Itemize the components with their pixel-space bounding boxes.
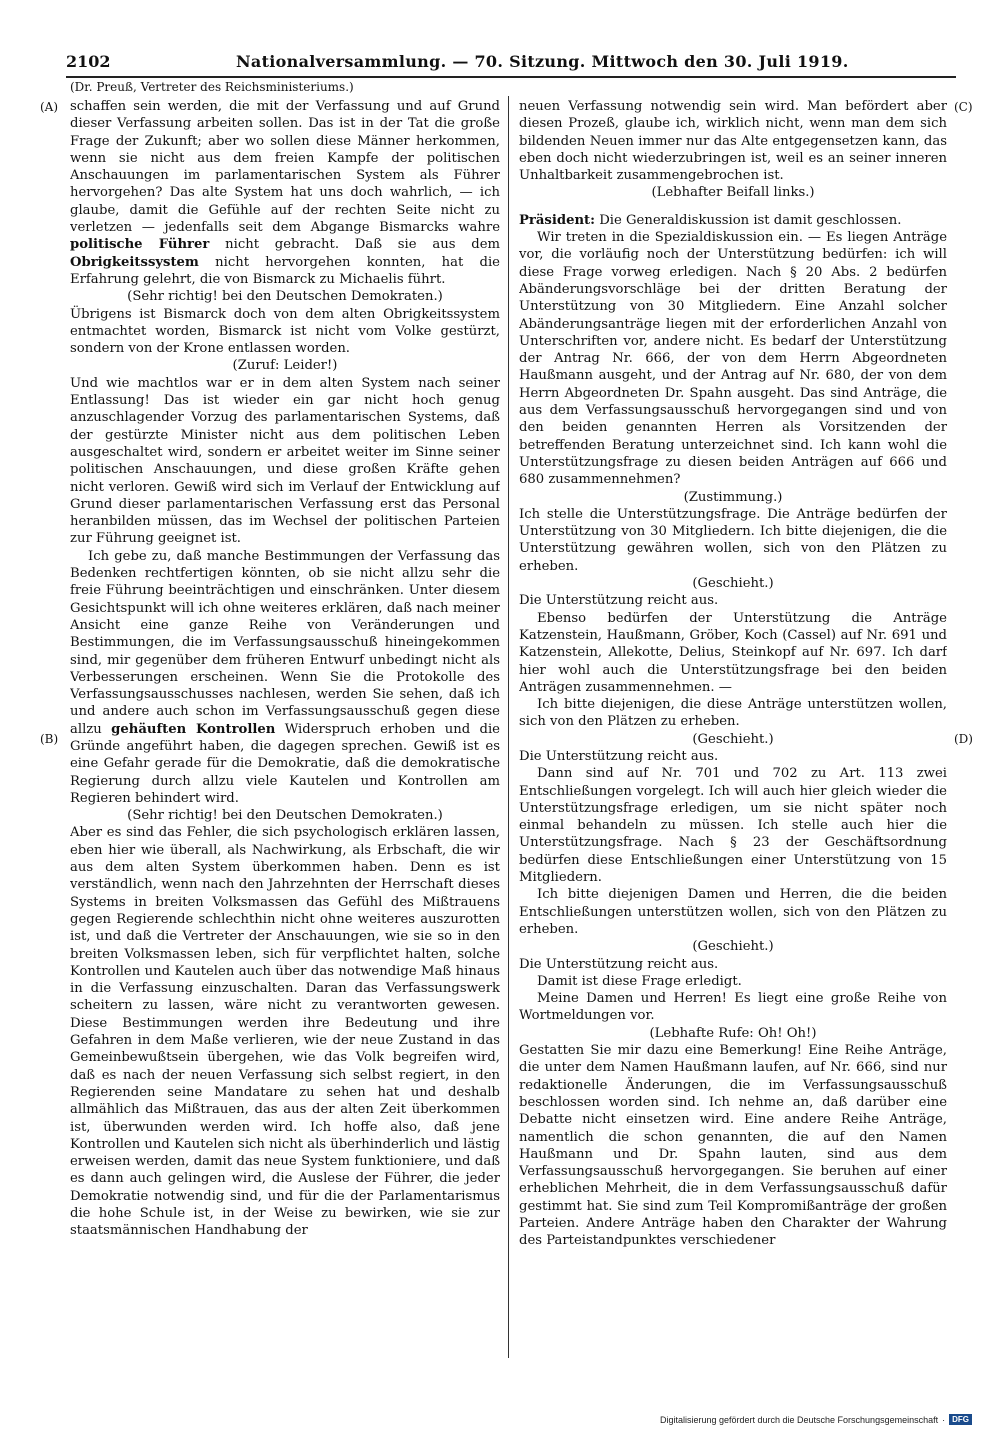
paragraph: Die Unterstützung reicht aus.	[519, 748, 719, 764]
left-column	[70, 98, 500, 1338]
remark: (Sehr richtig! bei den Deutschen Demokraten.)	[127, 289, 443, 305]
paragraph: Aber es sind das Fehler, die sich psychologisch erklären lassen, eben hier wie überall, als Nachwirkung, als Erbschaft, die wir aus dem alten System überkommen haben. Denn es ist verständlich, wenn nach den Jahrzehnten der Herrschaft dieses Systems in breiten Volksmassen das Gefühl des Mißtrauens gegen Regierende schlechthin nicht ohne weiteres auszurotten ist, und daß die Vertreter der Anschauungen, wie sie so in den breiten Volksmassen leben, sich für verpflichtet halten, solche Kontrollen und Kautelen auch über das notwendige Maß hinaus in die Verfassung einzuschalten. Daran das Verfassungswerk scheitern zu lassen, wäre nicht zu verantworten gewesen. Diese Bestimmungen werden ihre Bedeutung und ihre Gefahren in dem Maße verlieren, wie der neue Zustand in das Gemeinbewußtsein übergehen, wie das Volk begreifen wird, daß es nach der neuen Verfassung sich selbst regiert, in den Regierenden seine Mandatare zu sehen hat und deshalb allmählich das Mißtrauen, das aus der alten Zeit überkommen ist, überwunden werden wird. Ich hoffe also, daß jene Kontrollen und Kautelen sich nicht als überhinderlich und lästig erweisen werden, damit das neue System funktioniere, und daß es dann auch gelingen wird, die Auslese der Führer, die jeder Demokratie notwendig sind, und für die der Parlamentarismus die hohe Schule ist, in der Weise zu bewirken, wie sie zur staatsmännischen Handhabung der	[70, 825, 500, 1239]
remark: (Geschieht.)	[692, 731, 774, 747]
paragraph: Die Unterstützung reicht aus.	[519, 593, 719, 609]
paragraph: Ich gebe zu, daß manche Bestimmungen der Verfassung das Bedenken rechtfertigen könnten, ob sie nicht allzu sehr die freie Führung beeinträchtigen und einschränken. Unter diesem Gesichtspunkt will ich ohne weiteres erklären, daß nach meiner Ansicht eine ganze Reihe von Veränderungen und Bestimmungen, die im Verfassungsausschuß hineingekommen sind, mir gegenüber dem früheren Entwurf unbedingt nicht als Verbesserungen erscheinen. Wenn Sie die Protokolle des Verfassungsausschusses nachlesen, werden Sie sehen, daß ich und andere auch schon im Verfassungsausschuß gegen diese allzu gehäuften Kontrollen Widerspruch erhoben und die Gründe angeführt haben, die dagegen sprechen. Gewiß ist es eine Gefahr gerade für die Demokratie, daß die demokratische Regierung durch allzu viele Kautelen und Kontrollen am Regieren behindert wird.	[70, 548, 500, 806]
remark: (Lebhafter Beifall links.)	[651, 185, 815, 201]
remark: (Zuruf: Leider!)	[232, 358, 338, 374]
dfg-logo-icon: DFG	[949, 1414, 972, 1425]
paragraph: Dann sind auf Nr. 701 und 702 zu Art. 113 zwei Entschließungen vorgelegt. Ich will auch hier gleich wieder die Unterstützungsfrage erledigen, um sie nicht später noch einmal behandeln zu müssen. Ich stelle auch hier die Unterstützungsfrage. Nach § 23 der Geschäftsordnung bedürfen diese Entschließungen einer Unterstützung von 15 Mitgliedern.	[519, 766, 947, 886]
footer-text: Digitalisierung gefördert durch die Deutsche Forschungsgemeinschaft	[659, 1414, 939, 1425]
paragraph: Ich bitte diejenigen, die diese Anträge unterstützen wollen, sich von den Plätzen zu erheben.	[519, 697, 947, 730]
paragraph: schaffen sein werden, die mit der Verfassung und auf Grund dieser Verfassung arbeiten sollen. Das ist in der Tat die große Frage der Zukunft; aber wo sollen diese Männer herkommen, wenn sie nicht aus dem freien Kampfe der politischen Anschauungen im parlamentarischen System als Führer hervorgehen? Das alte System hat uns doch wahrlich, — ich glaube, damit die Gefühle auf der rechten Seite nicht zu verletzen — jedenfalls seit dem Abgange Bismarcks wahre politische Führer nicht gebracht. Daß sie aus dem Obrigkeitssystem nicht hervorgehen konnten, hat die Erfahrung gelehrt, die von Bismarck zu Michaelis führt.	[70, 99, 500, 287]
footer: Digitalisierung gefördert durch die Deutsche Forschungsgemeinschaft · DFG	[660, 1414, 972, 1425]
paragraph: Wir treten in die Spezialdiskussion ein. — Es liegen Anträge vor, die vorläufig noch der Unterstützung bedürfen: ich will diese Frage vorweg erledigen. Nach § 20 Abs. 2 bedürfen Abänderungsvorschläge bei der dritten Beratung der Unterstützung von 30 Mitgliedern. Eine Anzahl solcher Abänderungsanträge liegen mit der erforderlichen Anzahl von Unterschriften vor, andere nicht. Es bedarf der Unterstützung der Antrag Nr. 666, der von dem Herrn Abgeordneten Haußmann ausgeht, und der Antrag auf Nr. 680, der von dem Herrn Abgeordneten Dr. Spahn ausgeht. Das sind Anträge, die aus dem Verfassungsausschuß hervorgegangen sind und von den beiden genannten Herren als Vorsitzenden der betreffenden Beratung unterzeichnet sind. Ich kann wohl die Unterstützungsfrage zu diesen beiden Anträgen auf 666 und 680 zusammennehmen?	[519, 230, 947, 488]
paragraph: Ich bitte diejenigen Damen und Herren, die die beiden Entschließungen unterstützen wollen, sich von den Plätzen zu erheben.	[519, 887, 947, 937]
paragraph: Präsident: Die Generaldiskussion ist damit geschlossen.	[519, 212, 902, 228]
paragraph: Übrigens ist Bismarck doch von dem alten Obrigkeitssystem entmachtet worden, Bismarck ist nicht vom Volke gestürzt, sondern von der Krone entlassen worden.	[70, 306, 500, 357]
paragraph: Ebenso bedürfen der Unterstützung die Anträge Katzenstein, Haußmann, Gröber, Koch (Cassel) auf Nr. 691 und Katzenstein, Allekotte, Delius, Steinkopf auf Nr. 697. Ich darf hier wohl auch die Unterstützungsfrage bei den beiden Anträgen zusammennehmen. —	[519, 610, 947, 695]
remark: (Geschieht.)	[692, 576, 774, 592]
right-column	[519, 98, 947, 1338]
paragraph: Meine Damen und Herren! Es liegt eine große Reihe von Wortmeldungen vor.	[519, 991, 947, 1024]
speaker-line: (Dr. Preuß, Vertreter des Reichsministeriums.)	[70, 80, 354, 94]
remark: (Sehr richtig! bei den Deutschen Demokraten.)	[127, 808, 443, 824]
remark: (Geschieht.)	[692, 939, 774, 955]
page-number: 2102	[66, 52, 111, 71]
paragraph: Gestatten Sie mir dazu eine Bemerkung! Eine Reihe Anträge, die unter dem Namen Haußmann laufen, auf Nr. 666, sind nur redaktionelle Änderungen, die im Verfassungsausschuß beschlossen worden sind. Ich nehme an, daß darüber eine Debatte nicht einsetzen wird. Eine andere Reihe Anträge, namentlich die schon genannten, die auf den Namen Haußmann und Dr. Spahn lauten, sind aus dem Verfassungsausschuß hervorgegangen. Sie beruhen auf einer erheblichen Mehrheit, die in dem Verfassungsausschuß dafür gestimmt hat. Sie sind zum Teil Kompromißanträge der großen Parteien. Andere Anträge haben den Charakter der Wahrung des Parteistandpunktes verschiedener	[519, 1043, 947, 1249]
page-header	[66, 48, 956, 78]
paragraph: Ich stelle die Unterstützungsfrage. Die Anträge bedürfen der Unterstützung von 30 Mitgliedern. Ich bitte diejenigen, die die Unterstützung gewähren wollen, sich von den Plätzen zu erheben.	[519, 506, 947, 574]
margin-marker-b: (B)	[40, 732, 59, 746]
president-label: Präsident:	[519, 212, 596, 228]
margin-marker-d: (D)	[954, 732, 973, 746]
margin-marker-c: (C)	[954, 100, 973, 114]
paragraph: Und wie machtlos war er in dem alten System nach seiner Entlassung! Das ist wieder ein gar nicht hoch genug anzuschlagender Vorzug des parlamentarischen Systems, daß der gestürzte Minister nicht aus dem politischen Leben ausgeschaltet wird, sondern er arbeitet weiter im Sinne seiner politischen Anschauungen, und diese großen Kräfte gehen nicht verloren. Gewiß wird sich im Verlauf der Entwicklung auf Grund dieser parlamentarischen Verfassung erst das Personal heranbilden müssen, das im Wechsel der politischen Parteien zur Führung geeignet ist.	[70, 375, 500, 547]
column-divider	[508, 96, 509, 1358]
paragraph: Damit ist diese Frage erledigt.	[537, 973, 742, 989]
margin-marker-a: (A)	[40, 100, 59, 114]
running-title: Nationalversammlung. — 70. Sitzung. Mittwoch den 30. Juli 1919.	[236, 52, 849, 71]
remark: (Lebhafte Rufe: Oh! Oh!)	[649, 1025, 817, 1041]
remark: (Zustimmung.)	[683, 489, 783, 505]
paragraph: neuen Verfassung notwendig sein wird. Man befördert aber diesen Prozeß, glaube ich, wirklich nicht, wenn man dem sich bildenden Neuen immer nur das Alte entgegensetzen kann, das eben doch nicht wiederzubringen ist, weil es an seiner inneren Unhaltbarkeit zusammengebrochen ist.	[519, 99, 947, 184]
paragraph: Die Unterstützung reicht aus.	[519, 956, 719, 972]
